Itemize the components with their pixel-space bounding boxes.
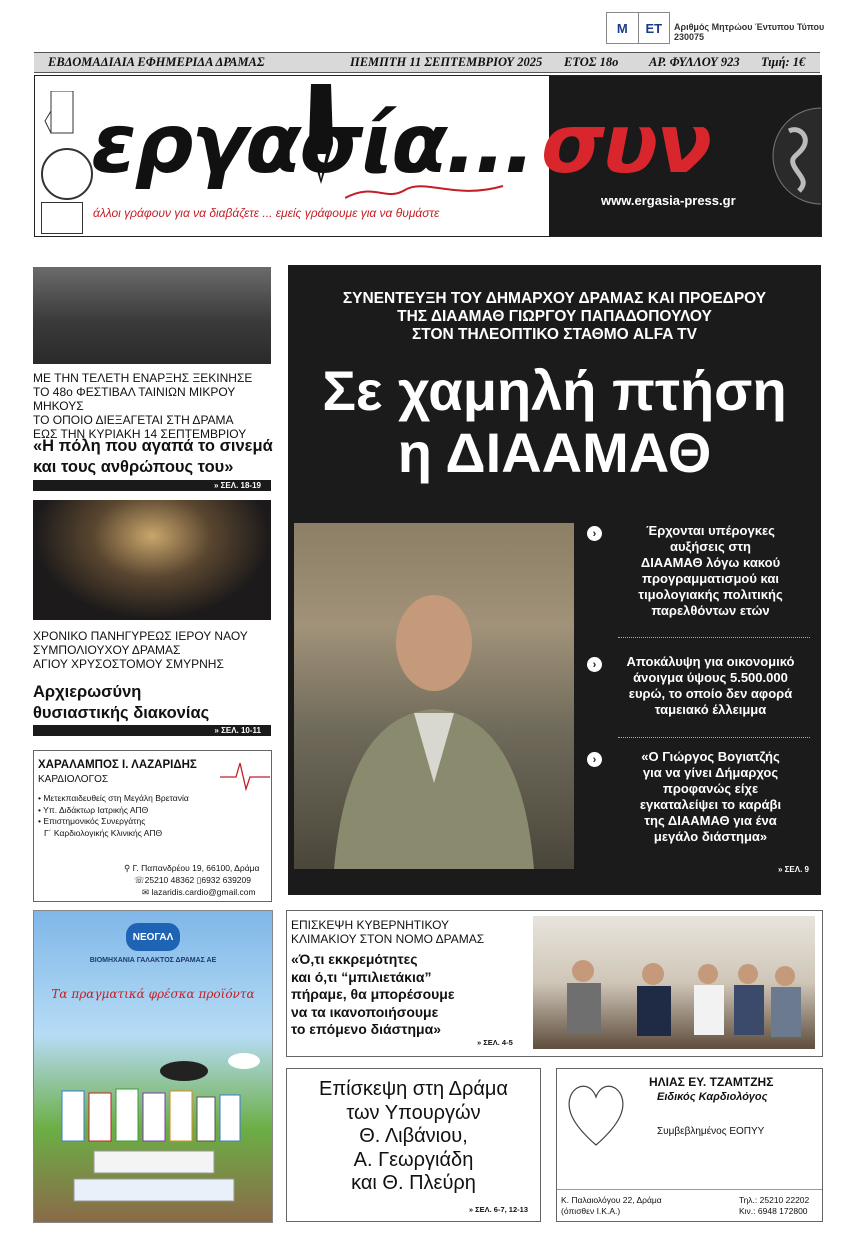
cardio-email[interactable]: ✉ lazaridis.cardio@gmail.com [142,887,256,897]
dairy-ad[interactable] [33,910,273,1223]
tzamtzis-phones: Τηλ.: 25210 22202 Κιν.: 6948 172800 [739,1195,810,1216]
signature-swoosh-icon [345,180,505,204]
met-letter: Μ [616,20,628,36]
website-link[interactable]: www.ergasia-press.gr [601,193,736,208]
weekly-label: ΕΒΔΟΜΑΔΙΑΙΑ ΕΦΗΜΕΡΙΔΑ ΔΡΑΜΑΣ [48,55,265,69]
top-info-band [34,52,820,73]
lead-page-ref[interactable]: » ΣΕΛ. 9 [777,865,809,874]
newspaper-seal-icon [41,91,91,143]
tzamtzis-contract: Συμβεβλημένος ΕΟΠΥΥ [657,1126,765,1137]
cardiologist-ad[interactable] [33,750,272,902]
bullet-3: › «Ο Γιώργος Βογιατζής για να γίνει Δήμαρχος προφανώς είχε εγκαταλείψει το καράβι της ΔΙΑΑΜΑΘ για ένα μεγάλο διάστημα» [587,749,812,845]
stamp-seal-icon [41,148,93,200]
church-caption: ΧΡΟΝΙΚΟ ΠΑΝΗΓΥΡΕΩΣ ΙΕΡΟΥ ΝΑΟΥ ΣΥΜΠΟΛΙΟΥΧΟΥ ΔΡΑΜΑΣ ΑΓΙΟΥ ΧΡΥΣΟΣΤΟΜΟΥ ΣΜΥΡΝΗΣ [33,629,248,671]
ministers-page-ref[interactable]: » ΣΕΛ. 6-7, 12-13 [468,1205,528,1214]
lead-story[interactable] [288,265,821,895]
visit-story[interactable] [286,910,823,1057]
neogal-logo: ΝΕΟΓΑΛ [126,923,180,951]
mobile-icon: ▯ [196,875,202,885]
lead-kicker: ΣΥΝΕΝΤΕΥΞΗ ΤΟΥ ΔΗΜΑΡΧΟΥ ΔΡΑΜΑΣ ΚΑΙ ΠΡΟΕΔΡΟΥ ΤΗΣ ΔΙΑΑΜΑΘ ΓΙΩΡΓΟΥ ΠΑΠΑΔΟΠΟΥΛΟΥ ΣΤΟΝ ΤΗΛΕΟΠΤΙΚΟ ΣΤΑΘΜΟ ALFA TV [342,290,767,343]
globe-icon [759,106,821,206]
cardio-phones: ☏25210 48362 ▯6932 639209 [134,875,251,885]
dairy-slogan: Τα πραγματικά φρέσκα προϊόντα [51,987,255,1001]
registry-number: Αριθμός Μητρώου Έντυπου Τύπου 230075 [674,22,825,42]
divider [618,637,810,638]
bullet-arrow-icon: › [587,526,602,541]
logo-syn: συν [541,97,711,192]
festival-page-ref[interactable]: » ΣΕΛ. 18-19 [33,480,271,491]
lead-headline: Σε χαμηλή πτήση η ΔΙΑΑΜΑΘ [322,359,787,484]
bullet-1: › Έρχονται υπέρογκες αυξήσεις στη ΔΙΑΑΜΑΘ λόγω κακού προγραμματισμού και τιμολογιακής πολιτικής παρελθόντων ετών [587,523,812,619]
et-letters: ΕΤ [638,13,670,43]
year-label: ΕΤΟΣ 18ο [564,55,619,69]
church-photo[interactable] [33,500,271,620]
issue-number: ΑΡ. ΦΥΛΛΟΥ 923 [649,55,740,69]
price-label: Τιμή: 1€ [761,55,806,69]
festival-caption: ΜΕ ΤΗΝ ΤΕΛΕΤΗ ΕΝΑΡΞΗΣ ΞΕΚΙΝΗΣΕ ΤΟ 48ο ΦΕΣΤΙΒΑΛ ΤΑΙΝΙΩΝ ΜΙΚΡΟΥ ΜΗΚΟΥΣ ΤΟ ΟΠΟΙΟ ΔΙΕΞΑΓΕΤΑΙ ΣΤΗ ΔΡΑΜΑ ΕΩΣ ΤΗΝ ΚΥΡΙΑΚΗ 14 ΣΕΠΤΕΜΒΡΙΟΥ [33,371,253,441]
mayor-portrait-icon [294,523,574,869]
issue-date: ΠΕΜΠΤΗ 11 ΣΕΠΤΕΜΒΡΙΟΥ 2025 [350,55,543,69]
officials-group-icon [533,916,815,1049]
heartbeat-icon [220,755,270,795]
tzamtzis-title: Ειδικός Καρδιολόγος [657,1091,768,1103]
festival-photo[interactable] [33,267,271,364]
tzamtzis-ad[interactable] [556,1068,823,1222]
dairy-company: ΒΙΟΜΗΧΑΝΙΑ ΓΑΛΑΚΤΟΣ ΔΡΑΜΑΣ ΑΕ [89,957,217,964]
bullet-2: › Αποκάλυψη για οικονομικό άνοιγμα ύψους 5.500.000 ευρώ, το οποίο δεν αφορά ταμειακό έλλειμμα [587,654,812,718]
cardio-credentials: • Μετεκπαιδευθείς στη Μεγάλη Βρετανία • Υπ. Διδάκτωρ Ιατρικής ΑΠΘ • Επιστημονικός Συνεργάτης Γ΄ Καρδιολογικής Κλινικής ΑΠΘ [38,793,189,838]
slogan: άλλοι γράφουν για να διαβάζετε ... εμείς γράφουμε για να θυμάστε [93,206,440,220]
registry-badge [606,12,670,44]
dairy-products-icon [34,1031,272,1221]
cardio-title: ΚΑΡΔΙΟΛΟΓΟΣ [38,774,109,785]
ministers-story[interactable] [286,1068,541,1222]
bullet-arrow-icon: › [587,657,602,672]
certification-badge-icon [41,202,83,234]
mayor-photo[interactable] [294,523,574,869]
visit-caption: ΕΠΙΣΚΕΨΗ ΚΥΒΕΡΝΗΤΙΚΟΥ ΚΛΙΜΑΚΙΟΥ ΣΤΟΝ ΝΟΜΟ ΔΡΑΜΑΣ [291,918,485,946]
divider [557,1189,822,1190]
divider [618,737,810,738]
cardio-name: ΧΑΡΑΛΑΜΠΟΣ Ι. ΛΑΖΑΡΙΔΗΣ [38,759,197,771]
logo-ergasia: εργασία... [91,97,534,192]
masthead [34,75,822,237]
tzamtzis-name: ΗΛΙΑΣ ΕΥ. ΤΖΑΜΤΖΗΣ [649,1075,774,1089]
visit-photo[interactable] [533,916,815,1049]
tzamtzis-address: Κ. Παλαιολόγου 22, Δράμα (όπισθεν Ι.Κ.Α.) [561,1195,662,1216]
visit-headline: «Ό,τι εκκρεμότητες και ό,τι “μπιλιετάκια” πήραμε, θα μπορέσουμε να τα ικανοποιήσουμε το επόμενο διάστημα» [291,951,455,1037]
email-icon: ✉ [142,887,152,897]
ministers-text: Επίσκεψη στη Δράμα των Υπουργών Θ. Λιβάνιου, Α. Γεωργιάδη και Θ. Πλεύρη [319,1078,508,1194]
cardio-address: ⚲ Γ. Παπανδρέου 19, 66100, Δράμα [124,863,260,873]
visit-page-ref[interactable]: » ΣΕΛ. 4-5 [477,1038,513,1047]
church-headline[interactable]: Αρχιερωσύνη θυσιαστικής διακονίας [33,683,210,722]
church-page-ref[interactable]: » ΣΕΛ. 10-11 [33,725,271,736]
phone-icon: ☏ [134,875,145,885]
location-pin-icon: ⚲ [124,863,133,873]
festival-headline[interactable]: «Η πόλη που αγαπά το σινεμά και τους ανθρώπους του» [33,437,273,476]
heart-sketch-icon [563,1075,629,1151]
bullet-arrow-icon: › [587,752,602,767]
